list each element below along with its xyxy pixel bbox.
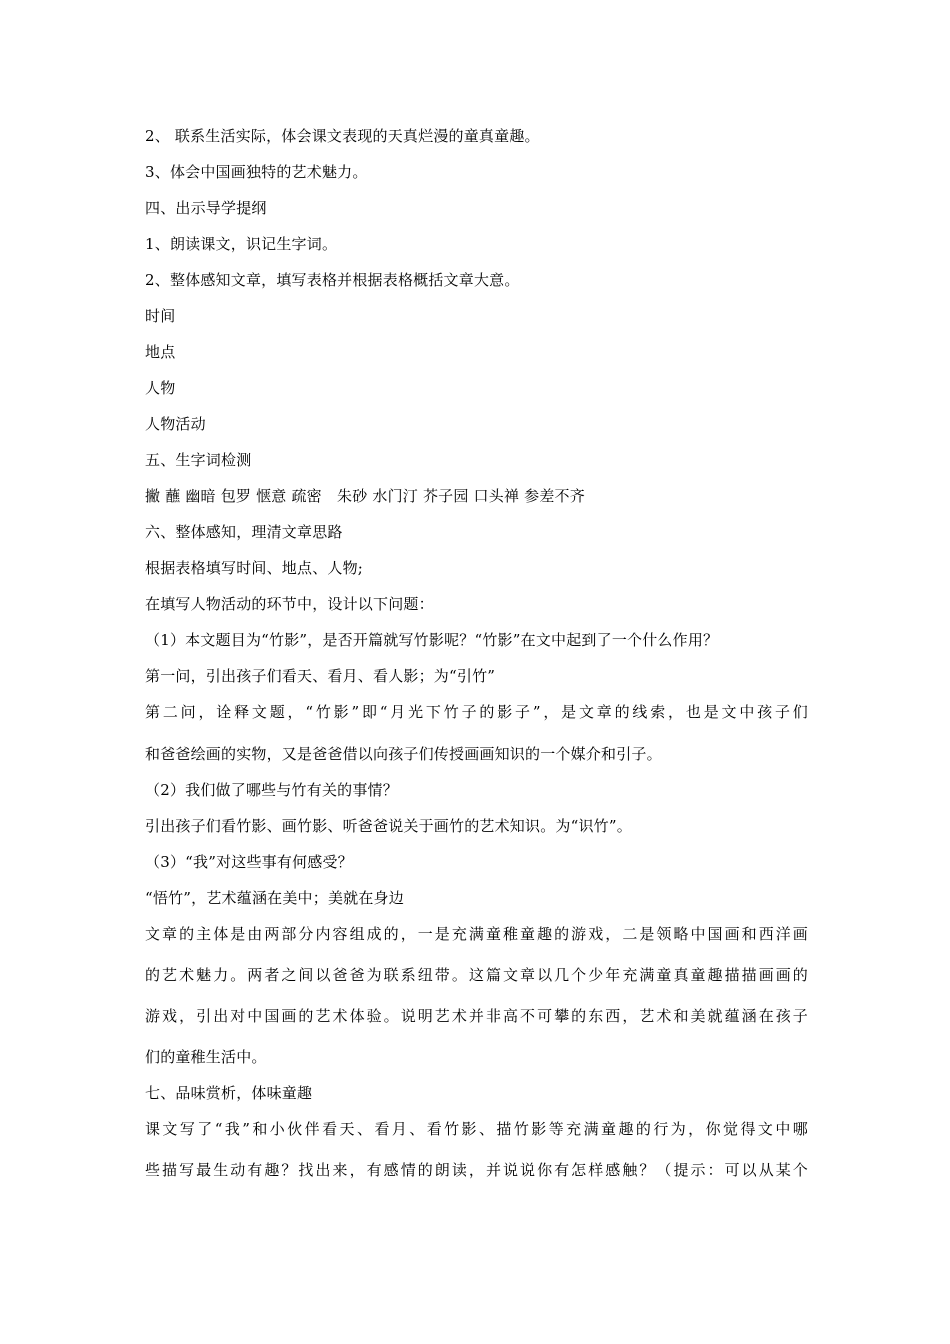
text-line: 2、 联系生活实际，体会课文表现的天真烂漫的童真童趣。 — [145, 127, 540, 145]
section-heading: 四、出示导学提纲 — [145, 199, 267, 217]
table-label: 地点 — [145, 343, 176, 361]
vocabulary-list: 撇 蘸 幽暗 包罗 惬意 疏密 朱砂 水门汀 芥子园 口头禅 参差不齐 — [145, 487, 585, 505]
section-heading: 七、品味赏析，体味童趣 — [145, 1084, 313, 1102]
table-label: 人物活动 — [145, 415, 206, 433]
section-heading: 六、整体感知，理清文章思路 — [145, 523, 343, 541]
text-line: 在填写人物活动的环节中，设计以下问题： — [145, 595, 434, 613]
paragraph-line: 的艺术魅力。两者之间以爸爸为联系纽带。这篇文章以几个少年充满童真童趣描描画画的 — [145, 966, 808, 984]
paragraph-line: 文章的主体是由两部分内容组成的，一是充满童稚童趣的游戏，二是领略中国画和西洋画 — [145, 925, 808, 943]
text-line: “悟竹”，艺术蕴涵在美中；美就在身边 — [145, 889, 404, 907]
question-line: （1）本文题目为“竹影”，是否开篇就写竹影呢？“竹影”在文中起到了一个什么作用？ — [145, 631, 719, 649]
section-heading: 五、生字词检测 — [145, 451, 252, 469]
text-line: 引出孩子们看竹影、画竹影、听爸爸说关于画竹的艺术知识。为“识竹”。 — [145, 817, 632, 835]
text-line: 根据表格填写时间、地点、人物; — [145, 559, 364, 577]
paragraph-line: 些描写最生动有趣？找出来，有感情的朗读，并说说你有怎样感触？（提示：可以从某个 — [145, 1161, 808, 1179]
text-line: 第一问，引出孩子们看天、看月、看人影；为“引竹” — [145, 667, 496, 685]
text-line: 和爸爸绘画的实物，又是爸爸借以向孩子们传授画画知识的一个媒介和引子。 — [145, 745, 662, 763]
question-line: （2）我们做了哪些与竹有关的事情？ — [145, 781, 398, 799]
question-line: （3）“我”对这些事有何感受？ — [145, 853, 353, 871]
text-line: 3、体会中国画独特的艺术魅力。 — [145, 163, 368, 181]
paragraph-line: 游戏，引出对中国画的艺术体验。说明艺术并非高不可攀的东西，艺术和美就蕴涵在孩子 — [145, 1007, 808, 1025]
text-line: 1、朗读课文，识记生字词。 — [145, 235, 338, 253]
text-line: 2、整体感知文章，填写表格并根据表格概括文章大意。 — [145, 271, 520, 289]
table-label: 人物 — [145, 379, 176, 397]
paragraph-line: 们的童稚生活中。 — [145, 1048, 267, 1066]
table-label: 时间 — [145, 307, 176, 325]
text-line: 第二问，诠释文题，“竹影”即“月光下竹子的影子”，是文章的线索，也是文中孩子们 — [145, 703, 808, 721]
paragraph-line: 课文写了“我”和小伙伴看天、看月、看竹影、描竹影等充满童趣的行为，你觉得文中哪 — [145, 1120, 808, 1138]
